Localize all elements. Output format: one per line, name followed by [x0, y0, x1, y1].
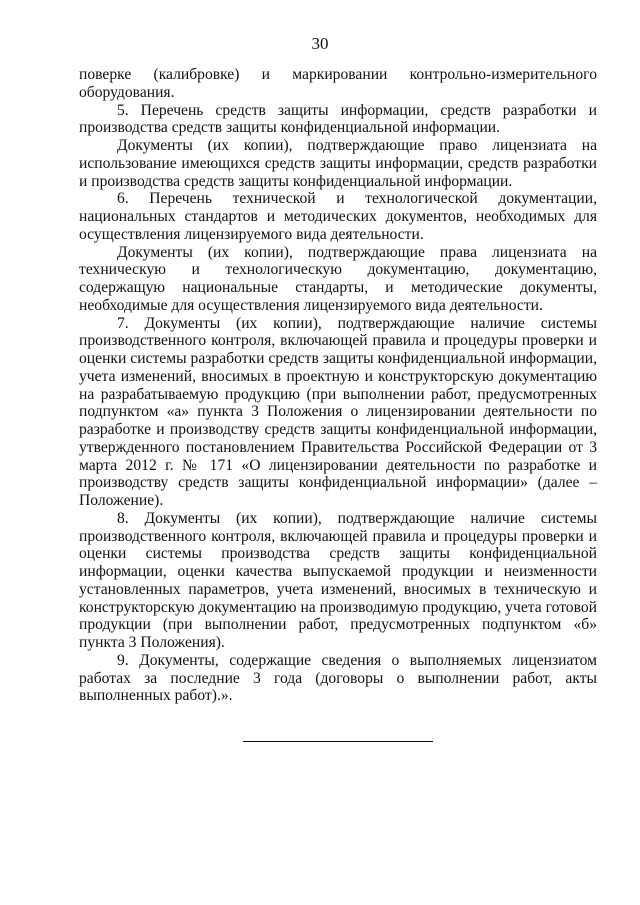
document-body: [79, 66, 597, 705]
page-number: 30: [311, 34, 329, 53]
paragraph-item-6: 6. Перечень технической и технологической документации, национальных стандартов и методических документов, необходимых для осуществления лицензируемого вида деятельности.: [79, 190, 597, 243]
paragraph-continuation: поверке (калибровке) и маркировании контрольно-измерительного оборудования.: [79, 66, 597, 101]
paragraph-item-9: 9. Документы, содержащие сведения о выполняемых лицензиатом работах за последние 3 года (договоры о выполнении работ, акты выполненных работ).».: [79, 651, 597, 705]
paragraph-item-5: 5. Перечень средств защиты информации, средств разработки и производства средств защиты конфиденциальной информации.: [79, 101, 597, 137]
paragraph-item-6-documents: Документы (их копии), подтверждающие права лицензиата на техническую и технологическую документацию, документацию, содержащую национальные стандарты, и методические документы, необходимые для осуществления лицензируемого вида деятельности.: [79, 243, 597, 314]
paragraph-item-7: 7. Документы (их копии), подтверждающие наличие системы производственного контроля, включающей правила и процедуры проверки и оценки системы разработки средств защиты конфиденциальной информации, учета изменений, вносимых в проектную и конструкторскую документацию на разрабатываемую продукцию (при выполнении работ, предусмотренных подпунктом «а» пункта 3 Положения о лицензировании деятельности по разработке и производству средств защиты конфиденциальной информации, утвержденного постановлением Правительства Российской Федерации от 3 марта 2012 г. № 171 «О лицензировании деятельности по разработке и производству средств защиты конфиденциальной информации» (далее – Положение).: [79, 314, 597, 509]
paragraph-item-8: 8. Документы (их копии), подтверждающие наличие системы производственного контроля, включающей правила и процедуры проверки и оценки системы производства средств защиты конфиденциальной информации, оценки качества выпускаемой продукции и неизменности установленных параметров, учета изменений, вносимых в техническую и конструкторскую документацию на производимую продукцию, учета готовой продукции (при выполнении работ, предусмотренных подпунктом «б» пункта 3 Положения).: [79, 509, 597, 651]
separator-line: [243, 741, 433, 742]
paragraph-item-5-documents: Документы (их копии), подтверждающие право лицензиата на использование имеющихся средств защиты информации, средств разработки и производства средств защиты конфиденциальной информации.: [79, 137, 597, 190]
